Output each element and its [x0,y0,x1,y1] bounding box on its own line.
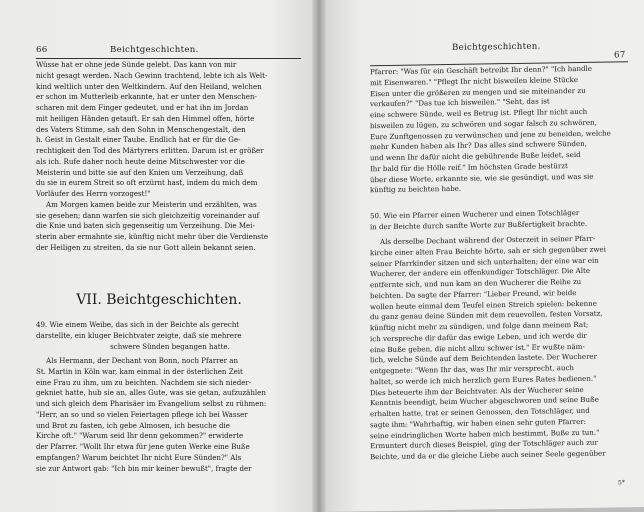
text-line: "Herr, an so und so vielen Feiertagen pflege ich bei Wasser [36,409,248,419]
text-line: Vorläufer des Herrn vorzogest!" [36,189,151,198]
text-line: sterin aber ermahnte sie, künftig nicht mehr über die Verdienste [36,232,268,241]
running-title: Beichtgeschichten. [452,41,541,53]
text-line: h. Geist in Gestalt einer Taube. Endlich hat er für die Ge- [36,135,241,145]
text-line: Beichte, und da er die gleiche Liebe auch seiner Seele gegenüber [370,448,606,462]
text-line: verkaufen?" "Das tue ich bisweilen." "Seht, das ist [370,96,550,109]
text-line: sie gesehen; dann warfen sie sich gleichzeitig voreinander auf [36,210,260,220]
text-line: mit heiligen Händen getauft. Er sah den Himmel offen, hörte [36,113,255,123]
title-line: in der Beichte durch sanfte Worte zur Bußfertigkeit brachte. [370,218,588,231]
text-line: seiner Pfarrkinder sitzen und sich unterhalten; der eine war ein [370,255,599,268]
title-line: 49. Wie einem Weibe, das sich in der Beichte als gerecht [36,320,240,329]
text-line: Wucherer, der andere ein offenkundiger Totschläger. Die Alte [370,266,591,279]
text-line: Als Hermann, der Dechant von Bonn, noch Pfarrer an [46,356,239,365]
text-line: der Pfarrer. "Wollt Ihr etwa für jene guten Werke eine Buße [36,442,250,451]
book-gutter [312,0,326,512]
text-line: entgegnete: "Wenn Ihr das, was Ihr mir versprecht, auch [370,363,574,376]
page-number: 67 [614,50,626,61]
text-line: Als derselbe Dechant während der Osterzeit in seiner Pfarr- [380,233,596,247]
text-line: Dies beteuerte ihm der Beichtvater. Als der Wucherer seine [370,384,584,397]
text-line: gekniet hatte, hub sie an, alles Gute, was sie getan, aufzuzählen [36,388,266,398]
text-line: kind weltlich unter den Weltkindern. Auf den Heiland, welchen [36,81,262,91]
text-line: bisweilen zu lügen, zu schwören und sogar falsch zu schwören, [370,117,597,130]
story-49-body [36,356,304,474]
text-line: mit Eisenwaren." "Pflegt Ihr nicht bisweilen kleine Stücke [370,74,579,87]
text-line: eine Buße geben, die nicht allzu schwer ist." Er wußte näm- [370,341,585,354]
text-line: Meisterin und bitte sie auf den Knien um Verzeihung, daß [36,167,244,177]
text-line: künftig nicht mehr zu sündigen, und folge dann meinem Rat; [370,319,589,333]
page-number: 66 [36,45,48,55]
title-line: 50. Wie ein Pfarrer einen Wucherer und einen Totschläger [370,207,580,221]
text-line: und Brot zu fasten, ich gebe Almosen, ich besuche die [36,420,230,430]
running-title: Beichtgeschichten. [110,45,199,55]
text-line: Kenntnis beendigt, beim Wucher abgeschworen und seine Buße [370,394,599,408]
title-line: darstellte, ein kluger Beichtvater zeigte, daß sie mehrere [36,330,242,340]
text-line: der Heiligen zu streiten, da sie nur Gott allein bekannt seien. [36,242,256,252]
text-line: lich, welche Sünde auf dem Beichtenden lastete. Der Wucherer [370,351,597,365]
text-line: beichten. Da sagte der Pfarrer: "Lieber Freund, wir beide [370,287,577,300]
right-page [322,0,644,512]
text-line: Kirche oft." "Warum seid Ihr denn gekommen?" erwiderte [36,431,244,441]
text-line: Ihr bald für die Hölle reif." Im höchsten Grade bestürzt [370,160,568,173]
text-line: rechtigkeit den Tod des Märtyrers erlitten. Darum ist er größer [36,146,264,155]
text-line: sie zur Antwort gab: "Ich bin mir keiner bewußt", fragte der [36,463,252,473]
text-line: und wenn Ihr dafür nicht die gebührende Buße leidet, seid [370,149,581,163]
text-line: des Vaters Stimme, sah den Sohn in Menschengestalt, den [36,124,246,134]
text-line: Pfarrer: "Was für ein Geschäft betreibt Ihr denn?" "Ich handle [370,63,592,77]
text-line: haltet, so werde ich mich herzlich gern Eures Rates bedienen." [370,373,597,386]
text-line: seine eindringlichen Worte haben mich bestimmt, Buße zu tun." [370,427,600,440]
text-line: sagte ihm: "Wahrhaftig, wir haben einen sehr guten Pfarrer: [370,416,587,429]
text-line: scharen mit dem Finger gedeutet, und er hat ihn im Jordan [36,103,249,112]
text-line: eine schwere Sünde, weil es Betrug ist. Pflegt Ihr nicht auch [370,106,588,120]
section-heading: VII. Beichtgeschichten. [76,292,242,308]
text-line: Wüsse hat er ohne jede Sünde gelebt. Das kann von mir [36,60,237,69]
story-50-body [370,233,632,463]
title-line: schwere Sünden begangen hatte. [110,341,230,351]
right-top-text [370,63,632,196]
signature-mark: 5* [618,479,625,487]
story-50-title [370,207,632,233]
text-line: künftig zu beichten habe. [370,184,462,195]
text-line: eine Frau zu ihm, um zu beichten. Nachdem sie sich nieder- [36,377,252,387]
text-line: wollen heute einmal dem Teufel einen Streich spielen: bekenne [370,298,597,311]
text-line: über diese Worte, erkannte sie, wie sie gesündigt, und was sie [370,171,594,184]
text-line: Am Morgen kamen beide zur Meisterin und erzählten, was [46,199,257,209]
text-line: St. Martin in Köln war, kam einmal in der österlichen Zeit [36,366,243,376]
text-line: die Knie und baten sich gegenseitig um Verzeihung. Die Mei- [36,221,255,231]
left-top-text [36,60,304,254]
text-line: nicht gesagt werden. Nach Gewinn trachtend, lebte ich als Welt- [36,70,268,80]
text-line: als ich. Rufe daher noch heute deine Mitschwester vor die [36,156,245,166]
text-line: er schon im Mutterleib erkannte, hat er unter den Menschen- [36,92,257,102]
story-49-title [36,320,304,352]
text-line: erhalten hatte, trat er seinen Genossen, den Totschläger, und [370,405,590,419]
text-line: und sich gleich dem Pharisäer im Evangelium selbst zu rühmen: [36,399,267,408]
text-line: Eure Zunftgenossen zu verwünschen und jene zu beneiden, welche [370,127,611,141]
text-line: kirche einer alten Frau Beichte hörte, sah er sich gegenüber zwei [370,244,606,257]
left-page [0,0,318,512]
text-line: du sie in eurem Streit so oft erzürnt hast, indem du mich dem [36,178,258,188]
text-line: entfernte sich, und nun kam an den Wucherer die Reihe zu [370,276,582,290]
text-line: Eisen unter die größeren zu mengen und sie miteinander zu [370,85,586,98]
text-line: empfangen? Warum beichtet Ihr nicht Eure Sünden?" Als [36,452,242,462]
text-line: ich verspreche dir dafür das ewige Leben, und ich werde dir [370,330,587,343]
text-line: mehr Kunden haben als Ihr? Das alles sind schwere Sünden, [370,139,587,152]
header-rule [36,58,301,59]
text-line: Ermuntert durch dieses Beispiel, ging der Totschläger auch zur [370,437,598,451]
text-line: du ganz genau deine Sünden mit dem reuevollen, festen Vorsatz, [370,308,603,322]
